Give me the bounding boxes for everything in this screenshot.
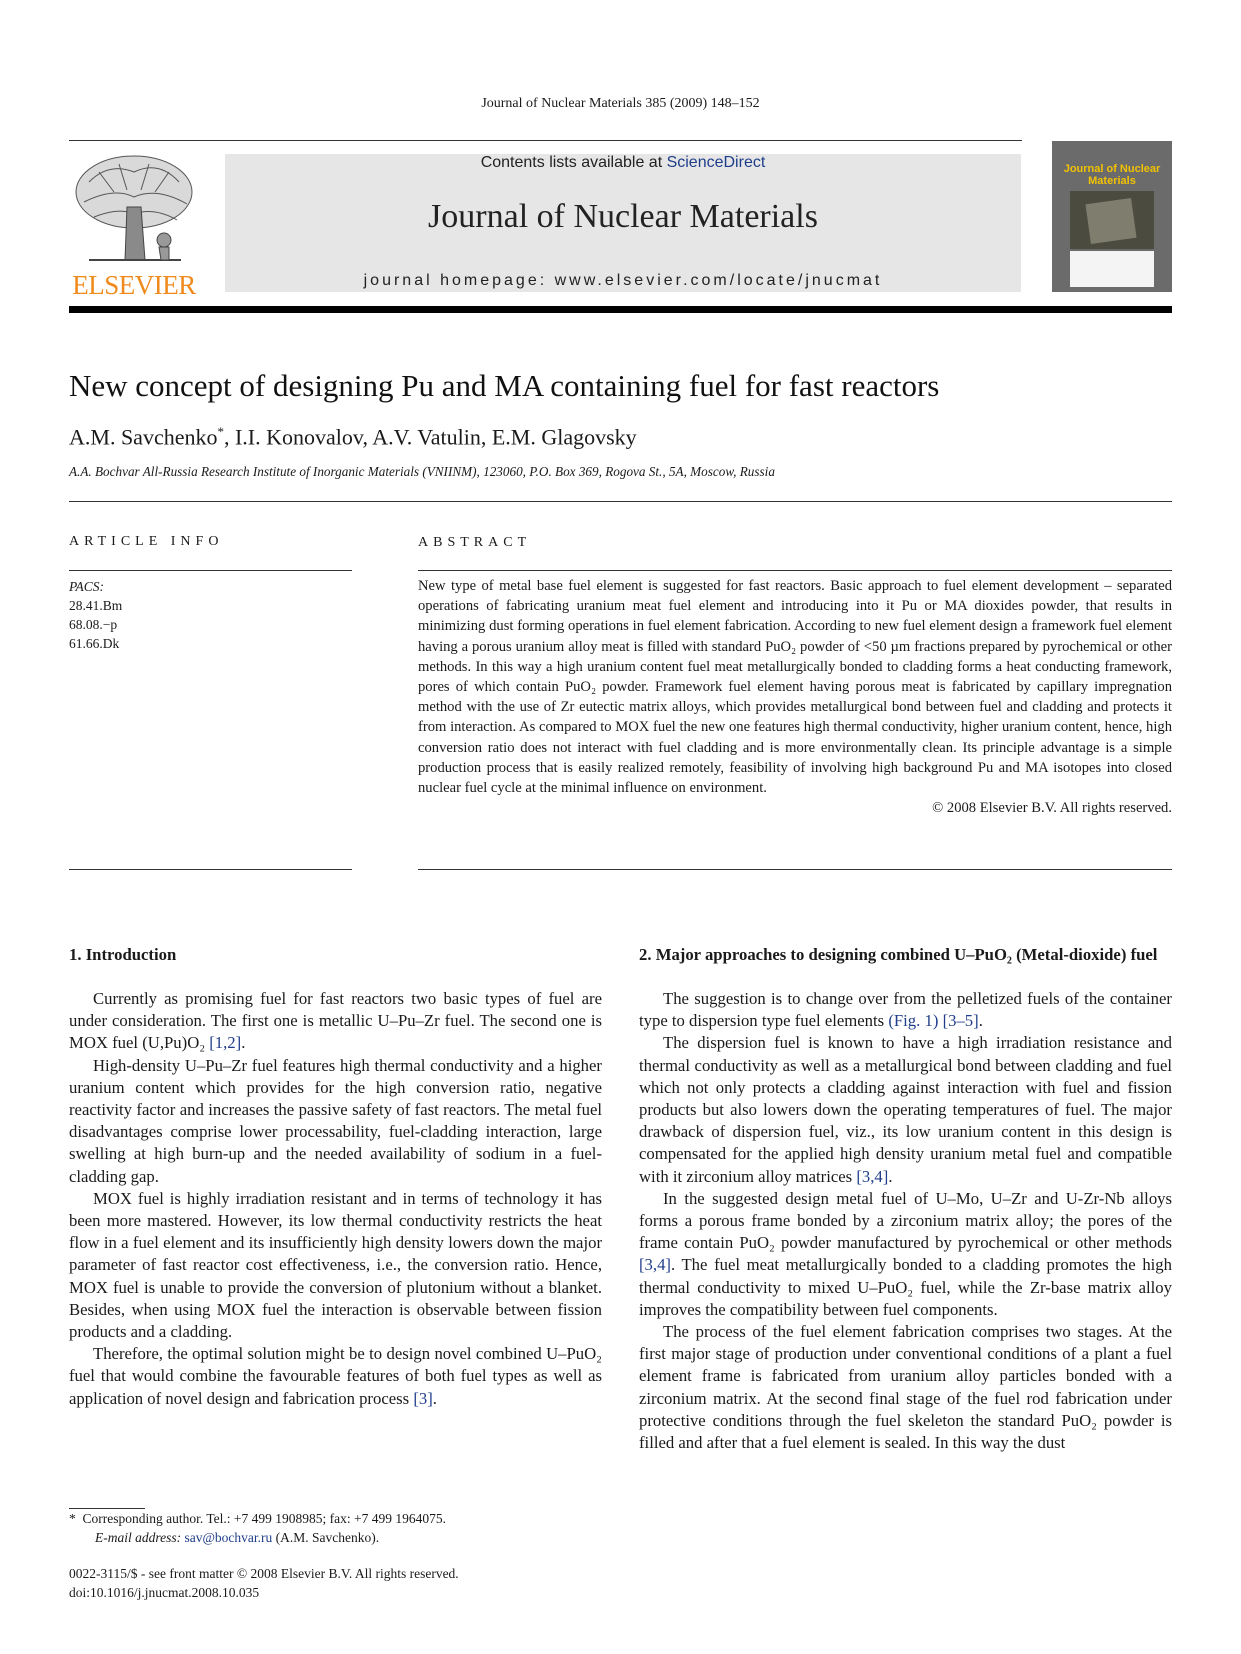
cover-image: [1070, 191, 1154, 249]
punctuation: .: [978, 1011, 983, 1031]
abstract-copyright: © 2008 Elsevier B.V. All rights reserved.: [932, 800, 1172, 817]
issn-line: 0022-3115/$ - see front matter © 2008 Elsevier B.V. All rights reserved.: [69, 1566, 459, 1581]
figure-link[interactable]: (Fig. 1): [888, 1011, 939, 1031]
journal-title: Journal of Nuclear Materials: [428, 198, 818, 235]
paragraph: [639, 1032, 1172, 1187]
footnote: [69, 1510, 446, 1547]
right-column: [639, 944, 1172, 1454]
paragraph: [639, 1188, 1172, 1321]
paragraph: MOX fuel is highly irradiation resistant and in terms of technology it has been more mastered. However, its low thermal conductivity restricts the heat flow in a fuel element and its insufficiently high density lowers down the major parameter of fast reactor cost effectiveness, i.e., the conversion ratio. Hence, MOX fuel is unable to provide the conversion of plutonium without a blanket. Besides, when using MOX fuel the interaction is observable between fission products and a cladding.: [69, 1188, 602, 1342]
paragraph: [69, 988, 602, 1055]
header-divider: [69, 140, 1022, 141]
paragraph-text: . The fuel meat metallurgically bonded to a cladding promotes the high thermal conductivity to mixed U–PuO₂ fuel, while the Zr-base matrix alloy improves the compatibility between fuel components.: [639, 1255, 1172, 1319]
elsevier-wordmark: ELSEVIER: [72, 270, 196, 300]
paragraph-text: The dispersion fuel is known to have a high irradiation resistance and thermal conductivity as well as a metallurgical bond between cladding and fuel which not only protects a cladding against interaction with fuel and fission products but also lowers down the operating temperatures of fuel. The major drawback of dispersion fuel, viz., its low uranium content in this design is compensated for the applied high density uranium metal fuel and compatible with it zirconium alloy matrices: [639, 1033, 1172, 1186]
elsevier-tree-icon: [69, 152, 199, 267]
journal-homepage[interactable]: journal homepage: www.elsevier.com/locate/jnucmat: [363, 272, 883, 289]
citation-link[interactable]: [3,4]: [639, 1255, 671, 1275]
abstract-bottom-rule: [418, 869, 1172, 870]
abstract-body: [418, 576, 1172, 818]
email-suffix: (A.M. Savchenko).: [272, 1529, 380, 1545]
citation-link[interactable]: [1,2]: [209, 1033, 242, 1053]
author-1: A.M. Savchenko: [69, 424, 218, 450]
footnote-mark: *: [69, 1511, 76, 1526]
pacs-code: 68.08.−p: [69, 617, 118, 632]
pacs-code: 28.41.Bm: [69, 598, 123, 613]
abstract-rule: [418, 570, 1172, 571]
punctuation: .: [241, 1033, 246, 1053]
section-1-heading: 1. Introduction: [69, 945, 177, 964]
left-column: [69, 944, 602, 1410]
email-link[interactable]: sav@bochvar.ru: [184, 1529, 273, 1545]
pacs-code: 61.66.Dk: [69, 636, 120, 651]
footnote-line-1: [69, 1510, 446, 1529]
paragraph: [69, 1343, 602, 1410]
paragraph-text: The suggestion is to change over from the pelletized fuels of the container type to dispersion type fuel elements: [639, 989, 1172, 1031]
punctuation: .: [432, 1388, 437, 1408]
other-authors: , I.I. Konovalov, A.V. Vatulin, E.M. Glagovsky: [223, 424, 637, 450]
email-label: E-mail address:: [95, 1529, 185, 1545]
paragraph-text: Currently as promising fuel for fast reactors two basic types of fuel are under consideration. The first one is metallic U–Pu–Zr fuel. The second one is MOX fuel (U,Pu)O₂: [69, 989, 602, 1053]
article-title: New concept of designing Pu and MA containing fuel for fast reactors: [69, 368, 940, 403]
contents-prefix: Contents lists available at: [480, 154, 667, 171]
abstract-text: New type of metal base fuel element is suggested for fast reactors. Basic approach to fuel element development – separated operations of fabricating uranium meat fuel element and introducing into it Pu or MA dioxides powder, that results in minimizing dust forming operations in fuel element fabrication. According to new fuel element design a framework fuel element having a porous uranium alloy meat is filled with standard PuO₂ powder of <50 µm fractions prepared by pyrochemical or other methods. In this way a high uranium content fuel meat metallurgically bonded to cladding forms a heat conducting framework, pores of which contain PuO₂ powder. Framework fuel element having porous meat is fabricated by capillary impregnation method with the use of Zr eutectic matrix alloys, which provides metallurgical bond between fuel and cladding and protects it from interaction. As compared to MOX fuel the new one features high thermal conductivity, higher uranium content, hence, high conversion ratio does not interact with fuel cladding and is more environmentally clean. Its principle advantage is a simple production process that is easily realized remotely, feasibility of involving high background Pu and MA isotopes into closed nuclear fuel cycle at the minimal influence on environment.: [418, 578, 1172, 797]
paragraph-text: In the suggested design metal fuel of U–Mo, U–Zr and U-Zr-Nb alloys forms a porous frame bonded by a zirconium matrix alloy; the pores of the frame contain PuO₂ powder manufactured by pyrochemical or other methods: [639, 1188, 1172, 1253]
affiliation-divider: [69, 501, 1172, 502]
header-thick-rule: [69, 306, 1172, 313]
footnote-contact: Corresponding author. Tel.: +7 499 1908985; fax: +7 499 1964075.: [82, 1511, 447, 1526]
paragraph: [639, 988, 1172, 1032]
abstract-heading: ABSTRACT: [418, 535, 532, 550]
journal-banner: [225, 154, 1021, 292]
doi-line[interactable]: doi:10.1016/j.jnucmat.2008.10.035: [69, 1585, 260, 1600]
article-info-bottom-rule: [69, 869, 352, 870]
cover-footer: [1070, 251, 1154, 287]
article-info-heading: ARTICLE INFO: [69, 534, 224, 549]
paragraph: High-density U–Pu–Zr fuel features high thermal conductivity and a higher uranium content which provides for the high conversion ratio, negative reactivity factor and increases the passive safety of fast reactors. The metal fuel disadvantages comprise lower processability, fuel-cladding interaction, large swelling at high burn-up and the needed availability of sodium in a fuel-cladding gap.: [69, 1055, 602, 1186]
journal-cover-thumbnail[interactable]: [1052, 141, 1172, 292]
pacs-label: PACS:: [69, 579, 105, 594]
punctuation: .: [888, 1166, 893, 1186]
contents-line: [225, 154, 1021, 172]
front-matter-info: [69, 1564, 459, 1602]
footnote-rule: [69, 1508, 145, 1509]
citation-link[interactable]: [3–5]: [942, 1011, 979, 1031]
article-info-rule: [69, 570, 352, 571]
pacs-block: [69, 577, 122, 653]
sciencedirect-link[interactable]: ScienceDirect: [666, 154, 766, 171]
affiliation: A.A. Bochvar All-Russia Research Institute of Inorganic Materials (VNIINM), 123060, P.O. Box 369, Rogova St., 5A, Moscow, Russia: [69, 464, 775, 479]
footnote-line-2: [69, 1529, 446, 1548]
section-2-heading: 2. Major approaches to designing combined U–PuO₂ (Metal-dioxide) fuel: [639, 945, 1158, 964]
cover-title: Journal of Nuclear Materials: [1063, 163, 1161, 187]
author-list: [69, 424, 637, 450]
paragraph: The process of the fuel element fabrication comprises two stages. At the first major stage of production under conventional conditions of a plant a fuel element frame is fabricated from uranium alloy particles bonded with a zirconium matrix. At the second final stage of the fuel rod fabrication under protective conditions through the fuel skeleton the standard PuO₂ powder is filled and after that a fuel element is sealed. In this way the dust: [639, 1322, 1172, 1453]
elsevier-logo[interactable]: [69, 152, 199, 300]
paragraph-text: Therefore, the optimal solution might be to design novel combined U–PuO₂ fuel that would combine the favourable features of both fuel types as well as application of novel design and fabrication process: [69, 1344, 602, 1408]
journal-citation: Journal of Nuclear Materials 385 (2009) 148–152: [481, 96, 760, 111]
citation-link[interactable]: [3]: [413, 1388, 433, 1408]
citation-link[interactable]: [3,4]: [856, 1166, 889, 1186]
corresponding-author-mark[interactable]: *: [217, 424, 224, 439]
